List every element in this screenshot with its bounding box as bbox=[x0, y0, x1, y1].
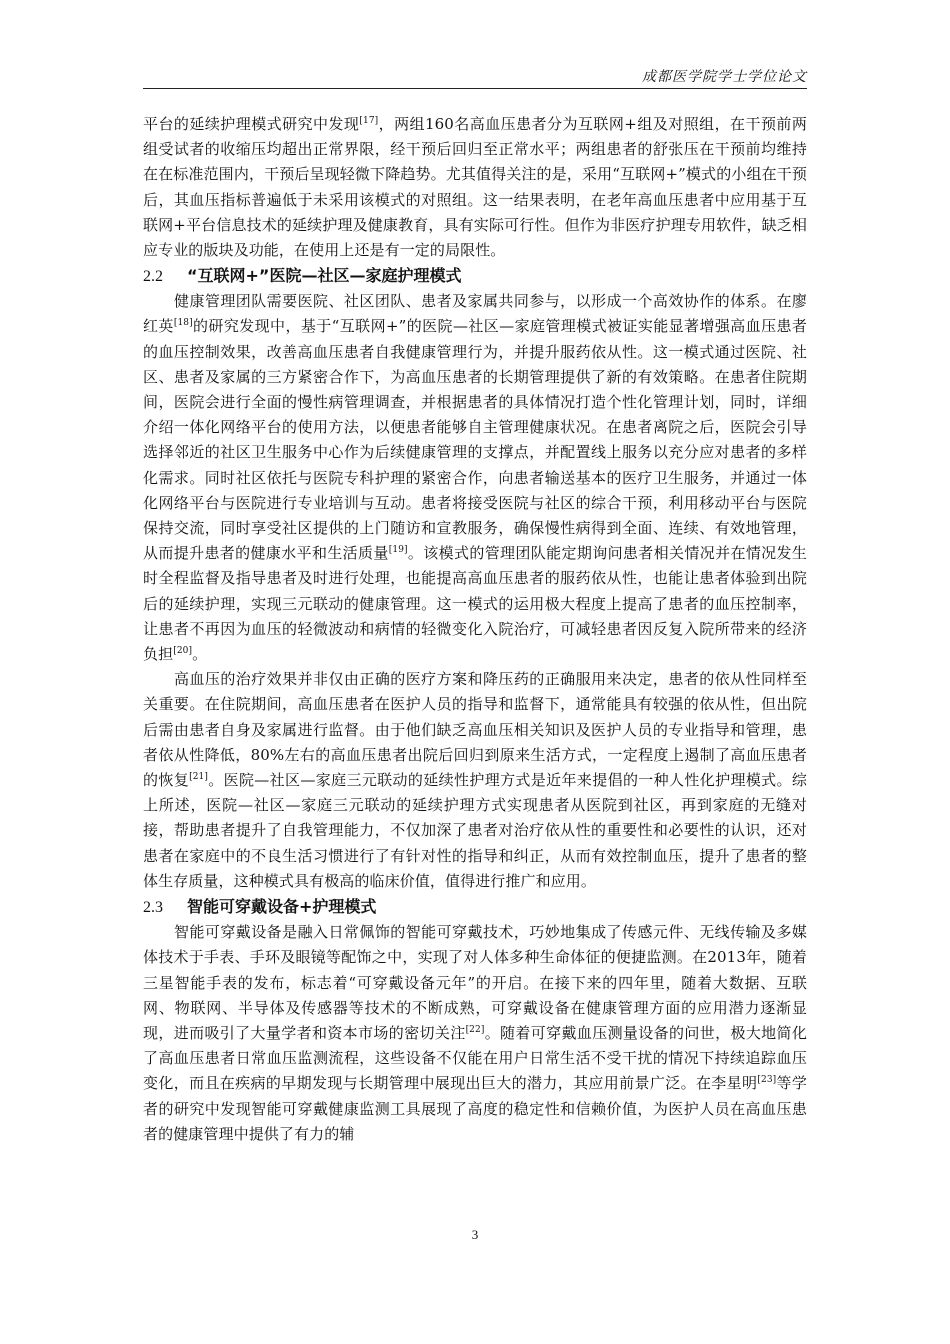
section-heading bbox=[143, 894, 807, 920]
text-run: 。 bbox=[192, 645, 208, 664]
section-heading bbox=[143, 263, 807, 289]
citation-ref: [21] bbox=[189, 772, 208, 783]
page-header bbox=[143, 62, 807, 89]
section-title: 智能可穿戴设备+护理模式 bbox=[187, 897, 377, 917]
text-run: 。随着可穿戴血压测量设备的问世，极大地简化了高血压患者日常血压监测流程，这些设备不仅能在用户日常生活不受干扰的情况下持续追踪血压变化，而且在疾病的早期发现与长期管理中展现出巨大的潜力，其应用前景广泛。在李星明 bbox=[143, 1023, 807, 1093]
text-run: ，两组160名高血压患者分为互联网+组及对照组，在干预前两组受试者的收缩压均超出正常界限，经干预后回归至正常水平；两组患者的舒张压在干预前均维持在在标准范围内，干预后呈现轻微下降趋势。尤其值得关注的是，采用“互联网+”模式的小组在干预后，其血压指标普遍低于未采用该模式的对照组。这一结果表明，在老年高血压患者中应用基于互联网+平台信息技术的延续护理及健康教育，具有实际可行性。但作为非医疗护理专用软件，缺乏相应专业的版块及功能，在使用上还是有一定的局限性。 bbox=[143, 115, 807, 260]
section-number: 2.3 bbox=[143, 899, 163, 917]
citation-ref: [19] bbox=[388, 545, 408, 556]
text-run: 的研究发现中，基于“互联网+”的医院—社区—家庭管理模式被证实能显著增强高血压患者的血压控制效果，改善高血压患者自我健康管理行为，并提升服药依从性。这一模式通过医院、社区、患者及家属的三方紧密合作下，为高血压患者的长期管理提供了新的有效策略。在患者住院期间，医院会进行全面的慢性病管理调查，并根据患者的具体情况打造个性化管理计划，同时，详细介绍一体化网络平台的使用方法，以便患者能够自主管理健康状况。在患者离院之后，医院会引导选择邻近的社区卫生服务中心作为后续健康管理的支撑点，并配置线上服务以充分应对患者的多样化需求。同时社区依托与医院专科护理的紧密合作，向患者输送基本的医疗卫生服务，并通过一体化网络平台与医院进行专业培训与互动。患者将接受医院与社区的综合干预，利用移动平台与医院保持交流，同时享受社区提供的上门随访和宣教服务，确保慢性病得到全面、连续、有效地管理，从而提升患者的健康水平和生活质量 bbox=[143, 317, 808, 563]
citation-ref: [22] bbox=[465, 1024, 485, 1035]
paragraph bbox=[143, 667, 807, 894]
header-title: 成都医学院学士学位论文 bbox=[642, 69, 807, 85]
section-number: 2.2 bbox=[143, 268, 163, 286]
paragraph bbox=[143, 112, 807, 263]
section-title: “互联网+”医院—社区—家庭护理模式 bbox=[187, 266, 462, 286]
text-run: 智能可穿戴设备是融入日常佩饰的智能可穿戴技术，巧妙地集成了传感元件、无线传输及多媒体技术于手表、手环及眼镜等配饰之中，实现了对人体多种生命体征的便捷监测。在2013年，随着三星智能手表的发布，标志着“可穿戴设备元年”的开启。在接下来的四年里，随着大数据、互联网、物联网、半导体及传感器等技术的不断成熟，可穿戴设备在健康管理方面的应用潜力逐渐显现，进而吸引了大量学者和资本市场的密切关注 bbox=[143, 923, 807, 1042]
text-run: 。医院—社区—家庭三元联动的延续性护理方式是近年来提倡的一种人性化护理模式。综上所述，医院—社区—家庭三元联动的延续护理方式实现患者从医院到社区，再到家庭的无缝对接，帮助患者提升了自我管理能力，不仅加深了患者对治疗依从性的重要性和必要性的认识，还对患者在家庭中的不良生活习惯进行了有针对性的指导和纠正，从而有效控制血压，提升了患者的整体生存质量，这种模式具有极高的临床价值，值得进行推广和应用。 bbox=[143, 771, 807, 890]
page-number: 3 bbox=[471, 1227, 479, 1242]
citation-ref: [18] bbox=[173, 318, 193, 329]
paragraph bbox=[143, 289, 807, 667]
text-run: 健康管理团队需要医院、社区团队、患者及家属共同参与，以形成一个高效协作的体系。在廖红英 bbox=[143, 292, 807, 336]
citation-ref: [23] bbox=[757, 1075, 777, 1086]
text-run: 平台的延续护理模式研究中发现 bbox=[143, 115, 360, 133]
text-run: 高血压的治疗效果并非仅由正确的医疗方案和降压药的正确服用来决定，患者的依从性同样至关重要。在住院期间，高血压患者在医护人员的指导和监督下，通常能具有较强的依从性，但出院后需由患者自身及家属进行监督。由于他们缺乏高血压相关知识及医护人员的专业指导和管理，患者依从性降低，80%左右的高血压患者出院后回归到原来生活方式，一定程度上遏制了高血压患者的恢复 bbox=[143, 670, 807, 790]
text-run: 等学者的研究中发现智能可穿戴健康监测工具展现了高度的稳定性和信赖价值，为医护人员在高血压患者的健康管理中提供了有力的辅 bbox=[143, 1074, 807, 1143]
paragraph bbox=[143, 920, 807, 1147]
text-run: 。该模式的管理团队能定期询问患者相关情况并在情况发生时全程监督及指导患者及时进行处理，也能提高高血压患者的服药依从性，也能让患者体验到出院后的延续护理，实现三元联动的健康管理。这一模式的运用极大程度上提高了患者的血压控制率，让患者不再因为血压的轻微波动和病情的轻微变化入院治疗，可减轻患者因反复入院所带来的经济负担 bbox=[143, 544, 807, 664]
citation-ref: [20] bbox=[173, 646, 193, 657]
citation-ref: [17] bbox=[359, 116, 379, 126]
body-text bbox=[143, 112, 807, 1147]
